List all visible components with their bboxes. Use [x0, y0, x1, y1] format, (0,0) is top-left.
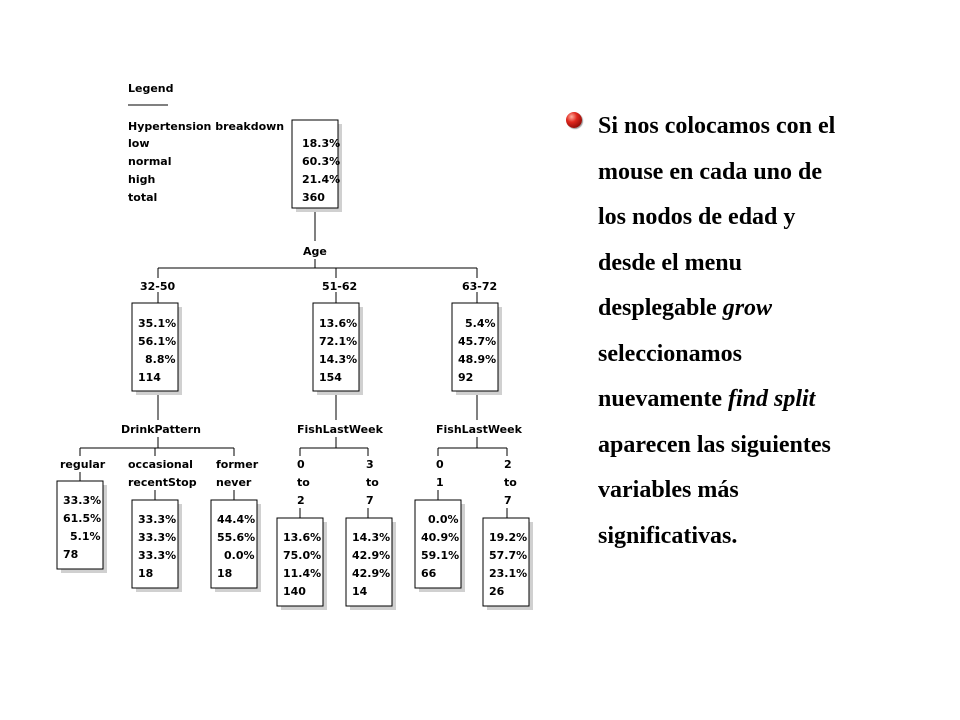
node-fish-0-to-2-high: 11.4% [283, 567, 322, 580]
branch-label-recentstop: recentStop [128, 476, 197, 489]
bullet-text-segment: desplegable [598, 295, 723, 321]
node-age-63-72-high: 48.9% [458, 353, 497, 366]
emphasis-find-split: find split [727, 386, 816, 412]
node-fish-0-1-normal: 40.9% [421, 531, 460, 544]
split-label-drinkpattern: DrinkPattern [121, 423, 201, 436]
bullet-line [598, 377, 896, 423]
branch-label-to: to [504, 476, 517, 489]
node-drink-occasional-total: 18 [138, 567, 154, 580]
node-fish-0-to-2-normal: 75.0% [283, 549, 322, 562]
branch-label-former: former [216, 458, 259, 471]
bullet-line: seleccionamos [598, 340, 742, 367]
legend-item-normal: normal [128, 155, 172, 168]
node-fish-2-to-7-high: 23.1% [489, 567, 528, 580]
legend-title: Legend [128, 82, 174, 95]
bullet-line: significativas. [598, 522, 738, 549]
node-fish-3-to-7-total: 14 [352, 585, 368, 598]
node-fish-2-to-7-total: 26 [489, 585, 505, 598]
branch-label-51-62: 51-62 [322, 280, 358, 293]
split-label-age: Age [303, 245, 327, 258]
bullet-line: variables más [598, 477, 739, 503]
branch-label-7: 7 [504, 494, 512, 507]
node-fish-2-to-7-normal: 57.7% [489, 549, 528, 562]
node-fish-0-1-total: 66 [421, 567, 437, 580]
node-drink-regular-normal: 61.5% [63, 512, 102, 525]
bullet-point [566, 104, 896, 559]
node-drink-former-high: 0.0% [224, 549, 255, 562]
node-age-63-72[interactable] [452, 303, 502, 395]
node-drink-former-normal: 55.6% [217, 531, 256, 544]
bullet-line: Si nos colocamos con el [598, 113, 836, 139]
node-fish-3-to-7-high: 42.9% [352, 567, 391, 580]
node-age-32-50-normal: 56.1% [138, 335, 177, 348]
node-fish-2-to-7-low: 19.2% [489, 531, 528, 544]
node-age-32-50-total: 114 [138, 371, 161, 384]
node-drink-regular[interactable] [57, 481, 107, 573]
node-age-32-50-high: 8.8% [145, 353, 176, 366]
node-root-high: 21.4% [302, 173, 341, 186]
node-fish-3-to-7-normal: 42.9% [352, 549, 391, 562]
node-fish-0-to-2[interactable] [277, 518, 327, 610]
legend [128, 82, 284, 204]
bullet-line: los nodos de edad y [598, 204, 796, 230]
emphasis-grow: grow [722, 295, 773, 321]
legend-item-high: high [128, 173, 156, 186]
node-fish-3-to-7[interactable] [346, 518, 396, 610]
branch-label-occasional: occasional [128, 458, 193, 471]
bullet-line: desde el menu [598, 249, 742, 276]
legend-item-total: total [128, 191, 158, 204]
node-age-51-62-high: 14.3% [319, 353, 358, 366]
node-age-32-50-low: 35.1% [138, 317, 177, 330]
branch-label-0: 0 [436, 458, 444, 471]
branch-label-to: to [366, 476, 379, 489]
branch-label-regular: regular [60, 458, 106, 471]
branch-label-1: 1 [436, 476, 444, 489]
branch-label-63-72: 63-72 [462, 280, 498, 293]
node-drink-regular-high: 5.1% [70, 530, 101, 543]
node-fish-0-to-2-total: 140 [283, 585, 306, 598]
node-fish-0-1-high: 59.1% [421, 549, 460, 562]
node-drink-occasional[interactable] [132, 500, 182, 592]
node-drink-former-low: 44.4% [217, 513, 256, 526]
node-age-63-72-low: 5.4% [465, 317, 496, 330]
node-drink-occasional-high: 33.3% [138, 549, 177, 562]
node-fish-0-to-2-low: 13.6% [283, 531, 322, 544]
node-age-63-72-total: 92 [458, 371, 474, 384]
branch-label-7: 7 [366, 494, 374, 507]
split-label-fishlastweek-2: FishLastWeek [436, 423, 522, 436]
bullet-text-segment: nuevamente [598, 386, 728, 412]
node-root[interactable] [292, 120, 342, 212]
node-root-normal: 60.3% [302, 155, 341, 168]
node-drink-regular-low: 33.3% [63, 494, 102, 507]
node-fish-0-1-low: 0.0% [428, 513, 459, 526]
branch-label-3: 3 [366, 458, 374, 471]
node-fish-2-to-7[interactable] [483, 518, 533, 610]
bullet-text [598, 104, 896, 559]
branch-label-to: to [297, 476, 310, 489]
branch-label-2: 2 [504, 458, 512, 471]
node-age-63-72-normal: 45.7% [458, 335, 497, 348]
node-fish-3-to-7-low: 14.3% [352, 531, 391, 544]
legend-heading: Hypertension breakdown [128, 120, 285, 133]
node-drink-occasional-low: 33.3% [138, 513, 177, 526]
node-age-32-50[interactable] [132, 303, 182, 395]
node-drink-occasional-normal: 33.3% [138, 531, 177, 544]
branch-label-never: never [216, 476, 252, 489]
node-age-51-62[interactable] [313, 303, 363, 395]
node-drink-regular-total: 78 [63, 548, 79, 561]
node-drink-former[interactable] [211, 500, 261, 592]
node-age-51-62-total: 154 [319, 371, 342, 384]
branch-label-0: 0 [297, 458, 305, 471]
legend-item-low: low [128, 137, 150, 150]
node-age-51-62-low: 13.6% [319, 317, 358, 330]
node-fish-0-1[interactable] [415, 500, 465, 592]
node-drink-former-total: 18 [217, 567, 233, 580]
branch-label-2: 2 [297, 494, 305, 507]
bullet-line: aparecen las siguientes [598, 431, 831, 458]
node-root-total: 360 [302, 191, 325, 204]
node-root-low: 18.3% [302, 137, 341, 150]
node-age-51-62-normal: 72.1% [319, 335, 358, 348]
split-label-fishlastweek-1: FishLastWeek [297, 423, 383, 436]
branch-label-32-50: 32-50 [140, 280, 176, 293]
bullet-line: mouse en cada uno de [598, 158, 823, 185]
bullet-line [598, 286, 896, 332]
red-sphere-bullet-icon [566, 112, 582, 128]
